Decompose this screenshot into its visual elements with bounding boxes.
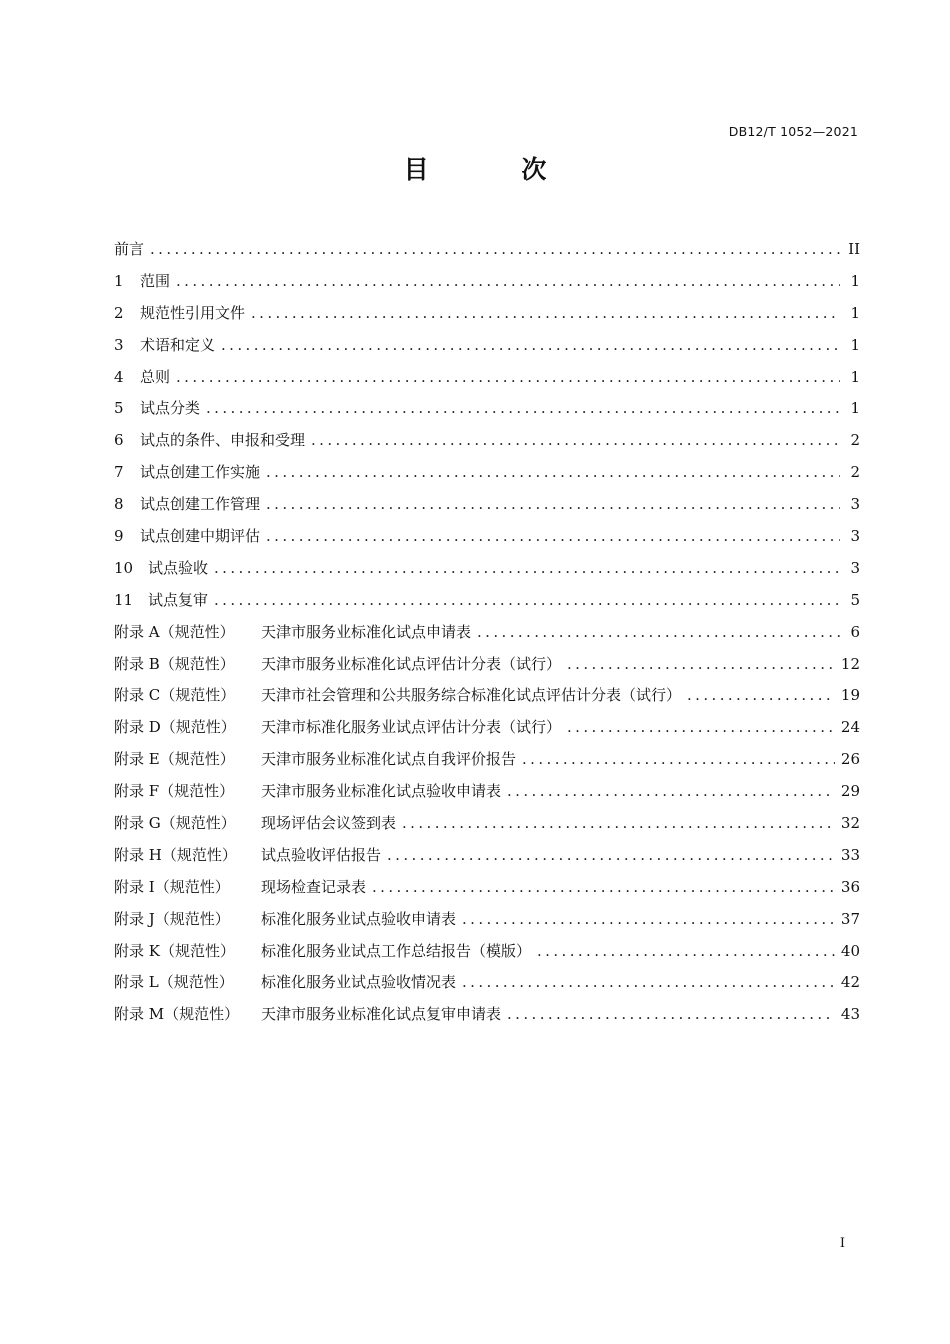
toc-appendix-l[interactable] (114, 971, 860, 1003)
page-number: I (839, 1236, 845, 1251)
toc-appendix-h[interactable] (114, 844, 860, 876)
toc-page-number: 24 (840, 718, 860, 737)
toc-page-number: 3 (850, 495, 860, 514)
toc-page-number: II (848, 240, 860, 258)
toc-leader-dots (462, 910, 835, 928)
appendix-prefix: 附录 C（规范性） (114, 686, 236, 705)
toc-entry-6[interactable] (114, 429, 860, 461)
toc-leader-dots (214, 559, 840, 577)
toc-page-number: 6 (850, 622, 860, 641)
toc-entry-number: 7 (114, 463, 124, 482)
appendix-prefix: 附录 F（规范性） (114, 782, 235, 801)
appendix-title: 天津市服务业标准化试点复审申请表 (261, 1005, 502, 1024)
toc-entry-text: 试点创建工作实施 (140, 463, 261, 482)
toc-leader-dots (387, 846, 835, 864)
toc-leader-dots (150, 240, 840, 258)
toc-page-number: 3 (850, 558, 860, 577)
toc-page-number: 37 (840, 909, 860, 928)
appendix-title: 天津市服务业标准化试点评估计分表（试行） (261, 654, 562, 673)
appendix-prefix: 附录 E（规范性） (114, 750, 235, 769)
toc-entry-3[interactable] (114, 334, 860, 366)
toc-entry-text: 试点的条件、申报和受理 (140, 431, 306, 450)
toc-appendix-j[interactable] (114, 908, 860, 940)
toc-leader-dots (221, 336, 840, 354)
toc-leader-dots (206, 399, 840, 417)
toc-entry-number: 9 (114, 527, 124, 546)
toc-appendix-g[interactable] (114, 812, 860, 844)
toc-page-number: 1 (850, 271, 860, 290)
appendix-prefix: 附录 J（规范性） (114, 909, 230, 928)
appendix-title: 标准化服务业试点验收申请表 (261, 909, 457, 928)
toc-entry-4[interactable] (114, 366, 860, 398)
appendix-title: 标准化服务业试点验收情况表 (261, 973, 457, 992)
toc-entry-9[interactable] (114, 525, 860, 557)
toc-appendix-k[interactable] (114, 940, 860, 972)
toc-leader-dots (567, 718, 835, 736)
toc-leader-dots (176, 272, 840, 290)
toc-leader-dots (462, 973, 835, 991)
toc-page-number: 29 (840, 782, 860, 801)
toc-entry-preface[interactable] (114, 238, 860, 270)
toc-entry-8[interactable] (114, 493, 860, 525)
toc-entry-number: 6 (114, 431, 124, 450)
toc-leader-dots (176, 368, 840, 386)
toc-page-number: 40 (840, 941, 860, 960)
appendix-title: 现场评估会议签到表 (261, 814, 397, 833)
toc-appendix-d[interactable] (114, 716, 860, 748)
toc-entry-text: 总则 (140, 367, 171, 386)
toc-page-number: 32 (840, 814, 860, 833)
toc-entry-number: 11 (114, 590, 134, 609)
toc-page-number: 1 (850, 367, 860, 386)
document-code: DB12/T 1052—2021 (728, 124, 858, 139)
toc-page-number: 1 (850, 399, 860, 418)
toc-leader-dots (477, 623, 840, 641)
appendix-title: 天津市服务业标准化试点申请表 (261, 622, 472, 641)
toc-entry-text: 试点验收 (148, 558, 209, 577)
appendix-title: 天津市服务业标准化试点验收申请表 (261, 782, 502, 801)
toc-leader-dots (507, 782, 835, 800)
toc-entry-number: 2 (114, 303, 124, 322)
toc-page-number: 1 (850, 335, 860, 354)
toc-entry-1[interactable] (114, 270, 860, 302)
appendix-title: 天津市社会管理和公共服务综合标准化试点评估计分表（试行） (261, 686, 682, 705)
toc-page-number: 1 (850, 303, 860, 322)
appendix-title: 天津市服务业标准化试点自我评价报告 (261, 750, 517, 769)
appendix-title: 现场检查记录表 (261, 877, 367, 896)
appendix-prefix: 附录 K（规范性） (114, 941, 235, 960)
toc-entry-number: 1 (114, 271, 124, 290)
appendix-prefix: 附录 I（规范性） (114, 877, 230, 896)
toc-entry-text: 试点分类 (140, 399, 201, 418)
toc-page-number: 3 (850, 527, 860, 546)
toc-leader-dots (372, 878, 835, 896)
toc-page-number: 5 (850, 590, 860, 609)
toc-appendix-i[interactable] (114, 876, 860, 908)
appendix-prefix: 附录 M（规范性） (114, 1005, 240, 1024)
toc-entry-number: 8 (114, 495, 124, 514)
toc-entry-7[interactable] (114, 461, 860, 493)
toc-entry-5[interactable] (114, 397, 860, 429)
toc-leader-dots (266, 463, 840, 481)
toc-leader-dots (522, 750, 835, 768)
toc-entry-number: 3 (114, 335, 124, 354)
toc-leader-dots (537, 942, 835, 960)
toc-appendix-b[interactable] (114, 653, 860, 685)
toc-entry-text: 试点复审 (148, 590, 209, 609)
toc-page-number: 26 (840, 750, 860, 769)
toc-page-number: 19 (840, 686, 860, 705)
toc-appendix-f[interactable] (114, 780, 860, 812)
toc-page-number: 43 (840, 1005, 860, 1024)
appendix-prefix: 附录 A（规范性） (114, 622, 235, 641)
toc-page-number: 36 (840, 877, 860, 896)
appendix-prefix: 附录 G（规范性） (114, 814, 236, 833)
toc-entry-number: 10 (114, 558, 134, 577)
toc-page-number: 12 (840, 654, 860, 673)
toc-appendix-a[interactable] (114, 621, 860, 653)
toc-leader-dots (214, 591, 840, 609)
toc-page-number: 33 (840, 845, 860, 864)
page-title: 目 次 (403, 155, 589, 184)
toc-leader-dots (311, 431, 840, 449)
appendix-title: 天津市标准化服务业试点评估计分表（试行） (261, 718, 562, 737)
toc-entry-2[interactable] (114, 302, 860, 334)
toc-leader-dots (507, 1005, 835, 1023)
appendix-title: 标准化服务业试点工作总结报告（模版） (261, 941, 532, 960)
appendix-prefix: 附录 L（规范性） (114, 973, 234, 992)
toc-entry-text: 试点创建中期评估 (140, 527, 261, 546)
toc-entry-text: 术语和定义 (140, 335, 216, 354)
toc-entry-text: 前言 (114, 240, 145, 258)
toc-entry-text: 试点创建工作管理 (140, 495, 261, 514)
toc-entry-number: 5 (114, 399, 124, 418)
toc-appendix-c[interactable] (114, 684, 860, 716)
toc-entry-11[interactable] (114, 589, 860, 621)
toc-entry-text: 规范性引用文件 (140, 303, 246, 322)
toc-entry-text: 范围 (140, 271, 171, 290)
toc-leader-dots (402, 814, 835, 832)
toc-page-number: 42 (840, 973, 860, 992)
toc-page-number: 2 (850, 463, 860, 482)
toc-leader-dots (567, 655, 835, 673)
toc-appendix-e[interactable] (114, 748, 860, 780)
appendix-prefix: 附录 H（规范性） (114, 845, 237, 864)
toc-entry-number: 4 (114, 367, 124, 386)
toc-leader-dots (251, 304, 840, 322)
appendix-prefix: 附录 B（规范性） (114, 654, 235, 673)
table-of-contents (114, 238, 860, 1035)
appendix-prefix: 附录 D（规范性） (114, 718, 236, 737)
toc-leader-dots (266, 527, 840, 545)
appendix-title: 试点验收评估报告 (261, 845, 382, 864)
toc-appendix-m[interactable] (114, 1003, 860, 1035)
toc-page-number: 2 (850, 431, 860, 450)
toc-leader-dots (266, 495, 840, 513)
toc-leader-dots (687, 686, 835, 704)
toc-entry-10[interactable] (114, 557, 860, 589)
